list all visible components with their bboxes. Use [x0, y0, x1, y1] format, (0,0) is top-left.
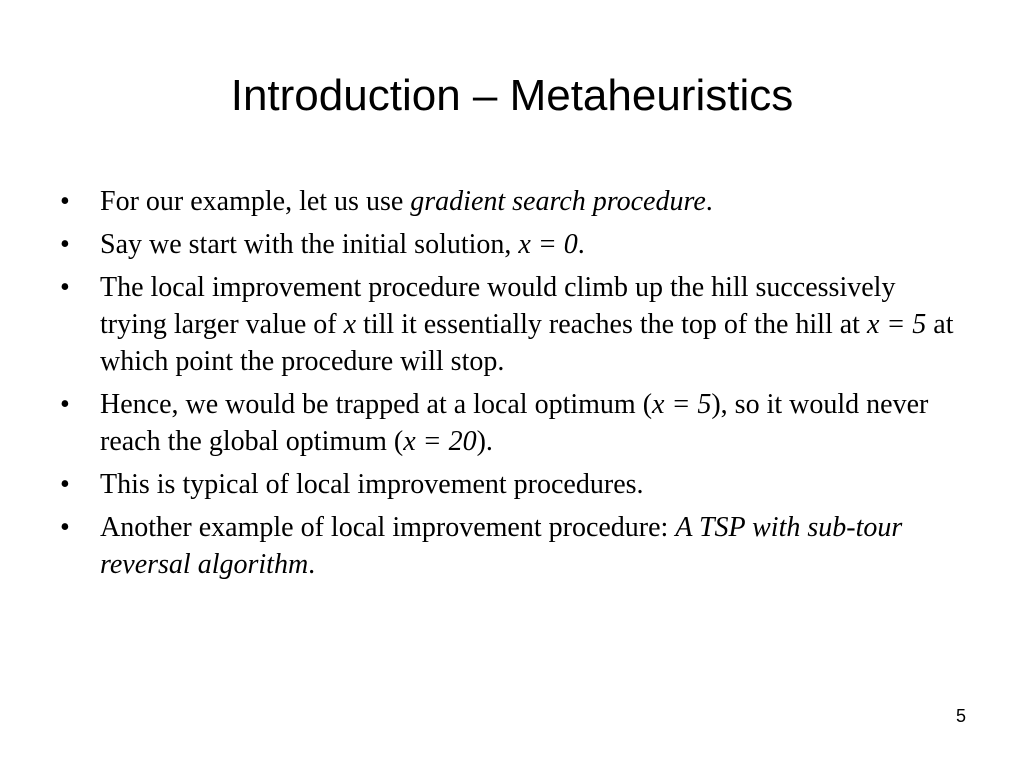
bullet-text-segment-italic: x = 5	[652, 389, 712, 420]
bullet-text-segment: The local improvement procedure would climb up the hill successively trying larger value of	[100, 272, 896, 340]
bullet-text-segment: Say we start with the initial solution,	[100, 229, 519, 260]
bullet-item	[58, 226, 968, 263]
bullet-text-segment-italic: x = 20	[403, 426, 477, 457]
bullet-icon: •	[60, 272, 70, 303]
bullet-icon: •	[60, 229, 70, 260]
bullet-icon: •	[60, 512, 70, 543]
bullet-list	[58, 183, 968, 589]
bullet-text-segment: ).	[476, 426, 493, 457]
bullet-text-segment: This is typical of local improvement procedures.	[100, 469, 644, 500]
bullet-text-segment: Another example of local improvement procedure:	[100, 512, 676, 543]
bullet-item	[58, 269, 968, 380]
bullet-text-segment: For our example, let us use	[100, 186, 411, 217]
bullet-icon: •	[60, 186, 70, 217]
bullet-text-segment: Hence, we would be trapped at a local optimum (	[100, 389, 653, 420]
bullet-text-segment: .	[705, 186, 713, 217]
bullet-text-segment-italic: gradient search procedure	[410, 186, 706, 217]
bullet-item	[58, 466, 968, 503]
slide-title: Introduction – Metaheuristics	[230, 71, 794, 120]
bullet-item	[58, 183, 968, 220]
bullet-text-segment: .	[308, 549, 316, 580]
bullet-text-segment-italic: x	[343, 309, 357, 340]
bullet-text-segment-italic: A TSP with sub-tour reversal algorithm	[100, 512, 903, 580]
bullet-text-segment: ), so it would never reach the global optimum (	[100, 389, 929, 457]
bullet-text-segment: .	[577, 229, 585, 260]
bullet-item	[58, 386, 968, 460]
bullet-text-segment-italic: x = 0	[518, 229, 578, 260]
bullet-text-segment: till it essentially reaches the top of the hill at	[356, 309, 867, 340]
bullet-item	[58, 509, 968, 583]
bullet-icon: •	[60, 389, 70, 420]
page-number: 5	[955, 706, 966, 726]
bullet-text-segment: at which point the procedure will stop.	[100, 309, 954, 377]
bullet-text-segment-italic: x = 5	[866, 309, 927, 340]
bullet-icon: •	[60, 469, 70, 500]
